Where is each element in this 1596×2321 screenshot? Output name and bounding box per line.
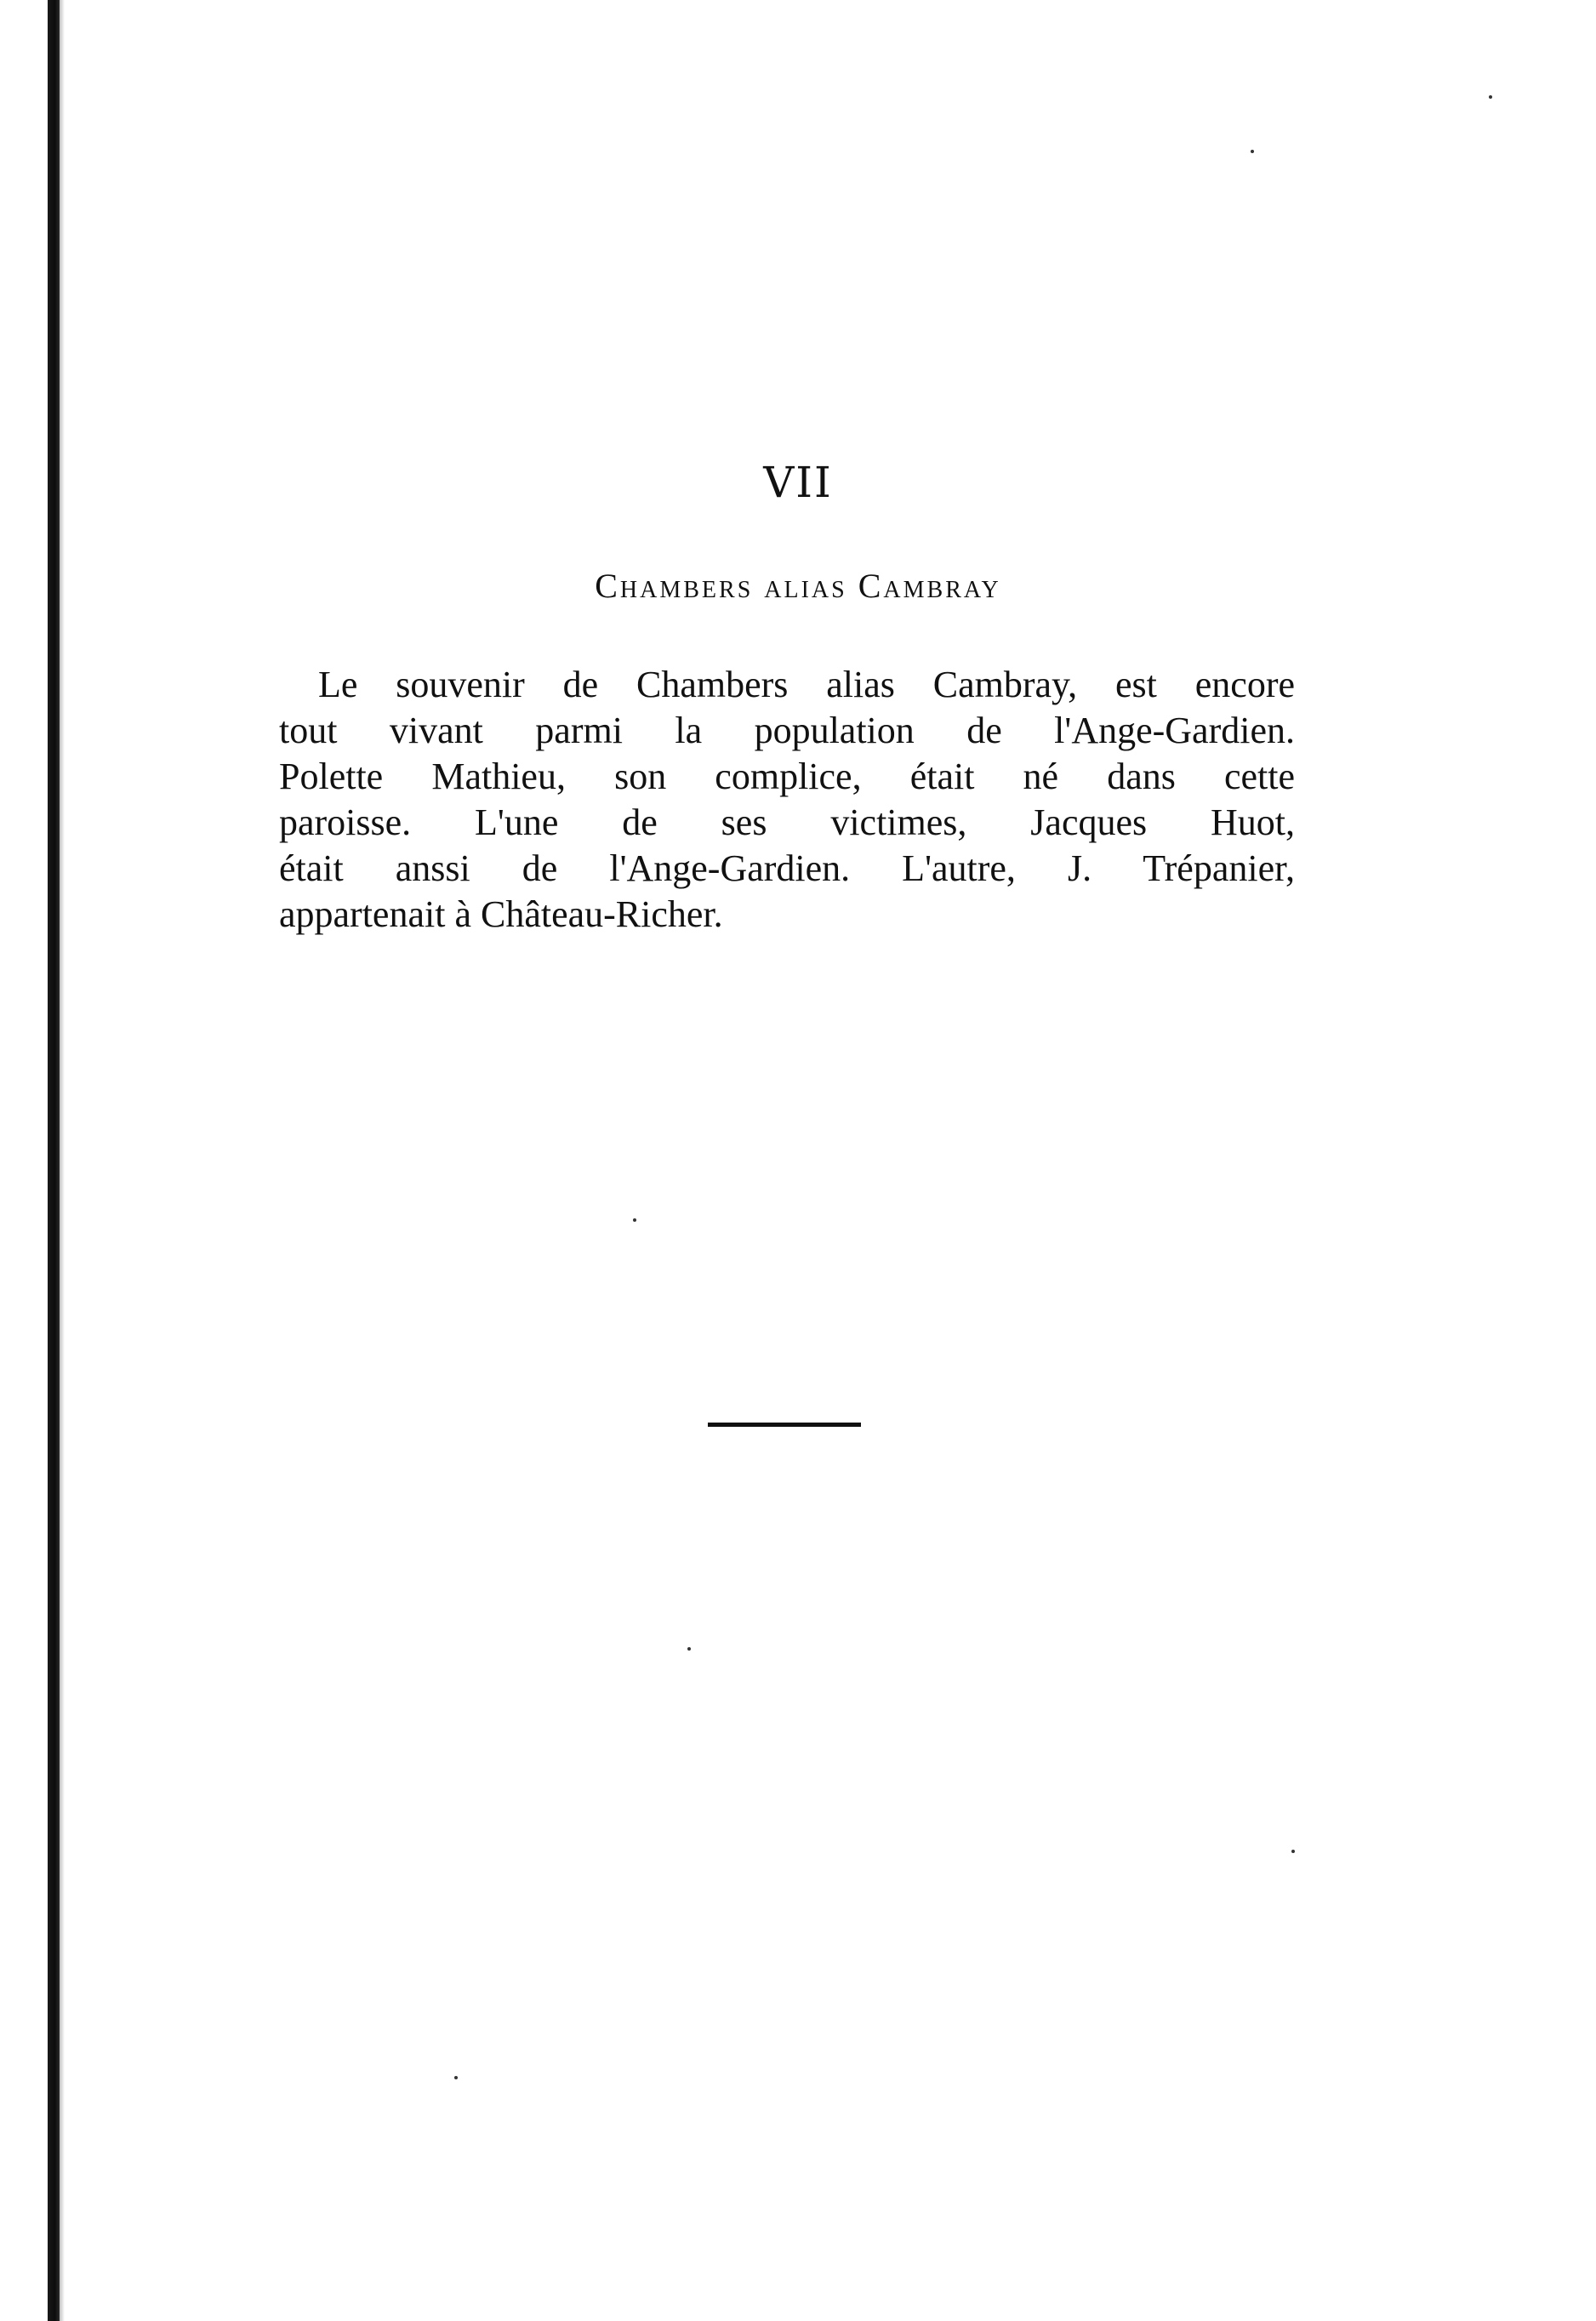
paragraph-line: tout vivant parmi la population de l'Ange-Gardien. xyxy=(279,710,1295,751)
chapter-paragraph xyxy=(279,662,1295,938)
print-speck xyxy=(1251,150,1254,153)
print-speck xyxy=(633,1218,636,1222)
section-divider-rule xyxy=(708,1423,861,1427)
paragraph-line: Polette Mathieu, son complice, était né dans cette xyxy=(279,756,1295,797)
paragraph-line: était anssi de l'Ange-Gardien. L'autre, J. Trépanier, xyxy=(279,847,1295,889)
paragraph-line: appartenait à Château-Richer. xyxy=(279,893,723,935)
paragraph-line: Le souvenir de Chambers alias Cambray, est encore xyxy=(318,664,1295,705)
print-speck xyxy=(1489,95,1492,99)
print-speck xyxy=(454,2076,458,2079)
chapter-number: VII xyxy=(763,458,833,507)
chapter-title: Chambers alias Cambray xyxy=(595,567,1001,605)
print-speck xyxy=(687,1647,691,1651)
print-speck xyxy=(1291,1850,1295,1853)
paragraph-line: paroisse. L'une de ses victimes, Jacques Huot, xyxy=(279,801,1295,843)
page-binding-edge xyxy=(48,0,60,2321)
